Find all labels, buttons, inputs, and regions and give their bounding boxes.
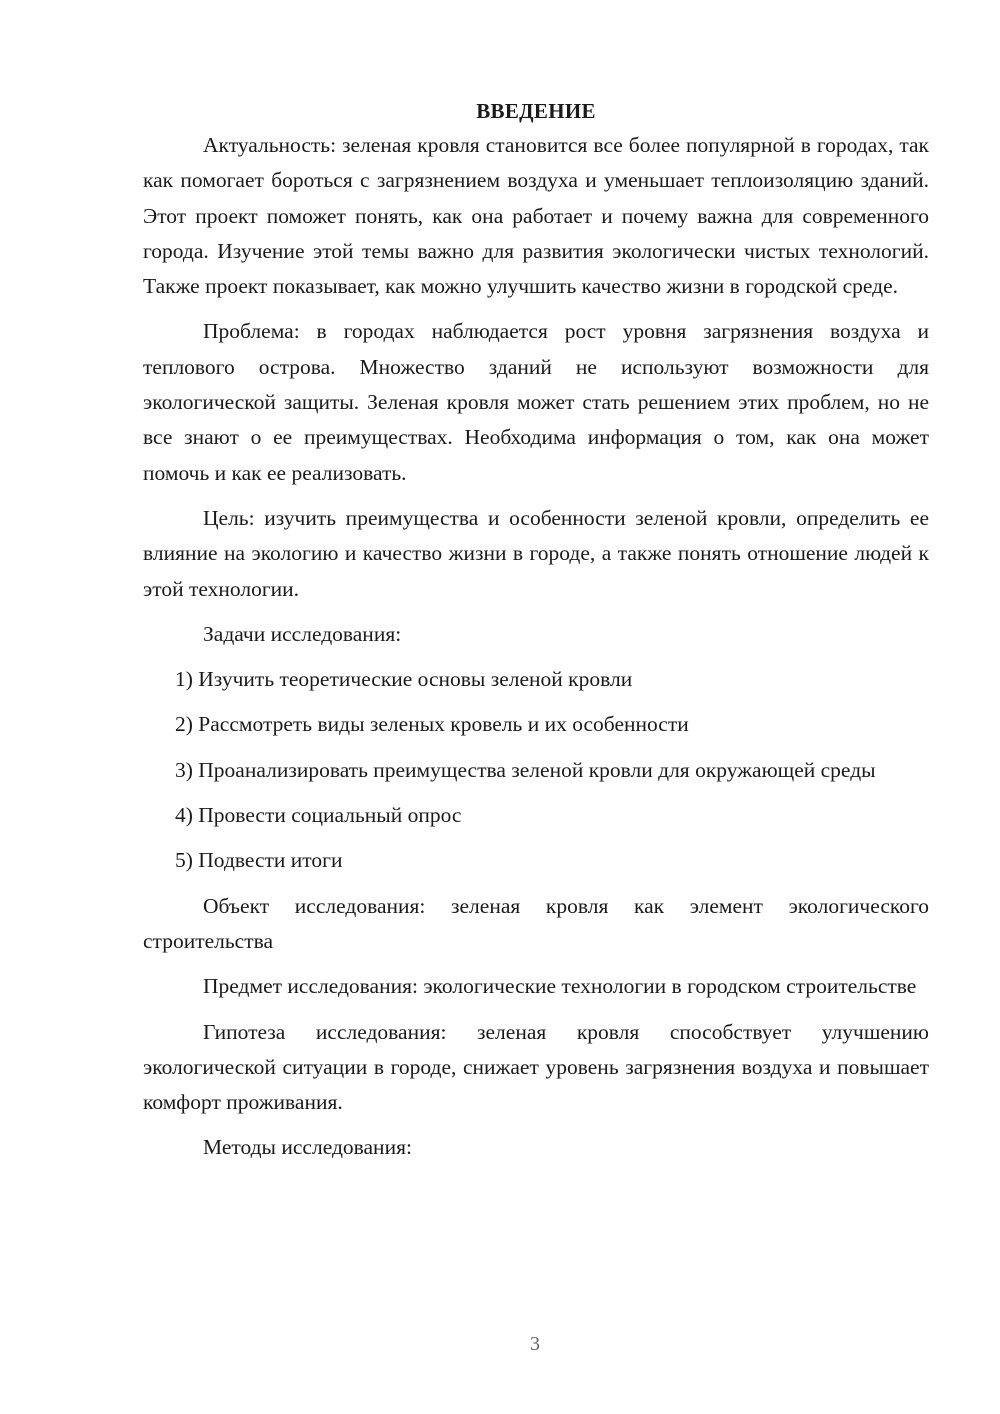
- problem-paragraph: Проблема: в городах наблюдается рост уровня загрязнения воздуха и теплового острова. Множество зданий не используют возможности для экологической защиты. Зеленая кровля может стать решением этих проблем, но не все знают о ее преимуществах. Необходима информация о том, как она может помочь и как ее реализовать.: [143, 319, 929, 485]
- object-paragraph: Объект исследования: зеленая кровля как элемент экологического строительства: [143, 893, 929, 953]
- task-item: 3) Проанализировать преимущества зеленой кровли для окружающей среды: [175, 757, 876, 782]
- relevance-paragraph: Актуальность: зеленая кровля становится все более популярной в городах, так как помогает бороться с загрязнением воздуха и уменьшает теплоизоляцию зданий. Этот проект поможет понять, как она работает и почему важна для современного города. Изучение этой темы важно для развития экологически чистых технологий. Также проект показывает, как можно улучшить качество жизни в городской среде.: [143, 133, 929, 299]
- tasks-list: [143, 662, 929, 878]
- tasks-heading: Задачи исследования:: [203, 621, 402, 646]
- task-item: 1) Изучить теоретические основы зеленой кровли: [175, 667, 633, 692]
- methods-heading: Методы исследования:: [203, 1135, 412, 1160]
- subject-paragraph: Предмет исследования: экологические технологии в городском строительстве: [203, 974, 917, 999]
- task-item: 4) Провести социальный опрос: [175, 803, 462, 828]
- goal-paragraph: Цель: изучить преимущества и особенности зеленой кровли, определить ее влияние на экологию и качество жизни в городе, а также понять отношение людей к этой технологии.: [143, 505, 929, 601]
- page-number: 3: [530, 1333, 540, 1355]
- task-item: 2) Рассмотреть виды зеленых кровель и их особенности: [175, 712, 689, 737]
- hypothesis-paragraph: Гипотеза исследования: зеленая кровля способствует улучшению экологической ситуации в городе, снижает уровень загрязнения воздуха и повышает комфорт проживания.: [143, 1019, 929, 1115]
- task-item: 5) Подвести итоги: [175, 848, 343, 873]
- section-heading: ВВЕДЕНИЕ: [476, 99, 596, 123]
- document-page: [143, 96, 929, 1176]
